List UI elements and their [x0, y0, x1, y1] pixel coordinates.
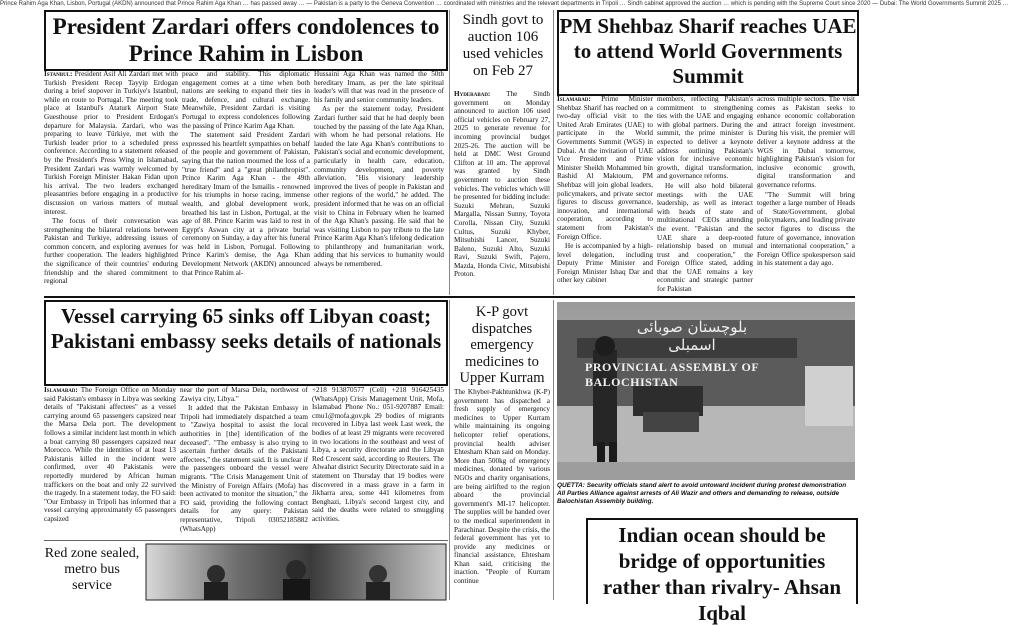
assembly-photo	[557, 302, 855, 480]
zardari-para: Hussaini Aga Khan was named the 50th hereditary Imam, as per the late spiritual leader's will that was read in the presence of his family and senior community leaders.	[314, 70, 444, 104]
column-rule	[449, 300, 450, 600]
libya-headline-text: Vessel carrying 65 sinks off Libyan coast; Pakistani embassy seeks details of nationals	[50, 304, 442, 353]
libya-headline	[44, 300, 448, 386]
assembly-sign-urdu: بلوچستان صوبائی اسمبلی	[636, 318, 748, 354]
libya-para: It added that the Pakistan Embassy in Tripoli had immediately dispatched a team to "Zawiya hospital to assist the local authorities in [the] identification of the deceased". "The embassy is also trying to ascertain further details of the Pakistani affectees," the statement said. It is unclear if the passengers onboard the vessel were migrants. "The Crisis Management Unit of the Ministry of Foreign Affairs (Mofa) has been activated to monitor the situation," the FO said, providing the following contact details for any query: Pakistan representative, Tripoli 03052185882 (WhatsApp)	[180, 404, 308, 533]
kp-headline-text: K-P govt dispatches emergency medicines to Upper Kurram	[459, 304, 545, 386]
pm-uae-col-2	[657, 95, 753, 295]
libya-para: +218 913870577 (Cell) +218 916425435 (WhatsApp) Crisis Management Unit, Mofa, Islamabad Phone No.: 051-9207887 Email: cmu1@mofa.gov.pk 29 bodies of migrants recovered in Libya last week Last week, the bodies of at least 29 migrants were recovered in two locations in the southeast and west of Libya, a security directorate and the Libyan Red Crescent said, according to Reuters. The Alwahat district Security Directorate said in a statement on Thursday that 19 bodies were discovered in a mass grave in a farm in Jikharra area, some 441 kilometres from Benghazi, Libya's second largest city, and said the deaths were related to smuggling activities.	[312, 386, 444, 523]
zardari-headline-text: President Zardari offers condolences to Prince Rahim in Lisbon	[52, 14, 440, 66]
libya-col-1	[44, 386, 176, 536]
zardari-para: The statement said President Zardari expressed his heartfelt sympathies on behalf of the people and government of Pakistan, saying that the nation mourned the loss of a "true friend" and a "great philanthropist". Prince Karim Aga Khan - the 49th hereditary Imam of the Ismailis - renowned for his triumphs in horse racing, immense wealth, and global development work, breathed his last in Lisbon, Portugal, at the age of 88. Prince Karim was laid to rest in Egypt's Aswan city at a private burial ceremony on Sunday, a day after his funeral was held in Lisbon, Portugal. Following Prince Karim's demise, the Aga Khan Development Network (AKDN) announced that Prince Rahim al-	[182, 131, 310, 277]
libya-para: near the port of Marsa Dela, northwest of Zawiya city, Libya."	[180, 386, 308, 403]
zardari-col-3	[314, 70, 444, 290]
libya-para: Islamabad: The Foreign Office on Monday said Pakistan's embassy in Libya was seeking details of "Pakistani affectees" as a vessel carrying around 65 passengers capsized near the Marsa Dela port. The development follows a similar incident last month in which a boat carrying 80 passengers capsized near Morocco. While the identities of at least 13 Pakistanis killed in the incident were confirmed, over 40 Pakistanis were reportedly murdered by African human traffickers on the boat and only 22 survived the tragedy. In a statement today, the FO said: "Our Embassy in Tripoli has informed that a vessel carrying approximately 65 passengers capsized	[44, 386, 176, 523]
column-rule	[449, 10, 450, 295]
ahsan-iqbal-headline-text: Indian ocean should be bridge of opportunities rather than rivalry- Ahsan Iqbal	[602, 523, 842, 625]
ahsan-iqbal-headline	[586, 518, 858, 625]
column-rule	[553, 300, 554, 600]
zardari-para: The focus of their conversation was strengthening the bilateral relations between Pakistan and Turkiye, addressing issues of common concern, and exploring avenues for further cooperation. The leaders highlighted the significance of their countries' enduring friendship and the shared commitment to regional	[44, 217, 178, 286]
pm-uae-para: Islamabad: Prime Minister Shehbaz Sharif has reached on a two-day official visit to the United Arab Emirates (UAE) to participate in the World Governments Summit (WGS) in Dubai. At the invitation of UAE Vice President and Prime Minister Sheikh Mohammed bin Rashid Al Maktoum, PM Shehbaz will join global leaders, policymakers, and private sector figures to discuss governance, innovation, and international cooperation, according to statement from Pakistan's Foreign Office.	[557, 95, 653, 241]
zardari-para: Istanbul: President Asif Ali Zardari met with Turkish President Recep Tayyip Erdogan during a brief stopover in Turkiye's Istanbul, while en route to Portugal. The meeting took place at Istanbul's Ataturk Airport State Guesthouse prior to President Erdogan's departure for Malaysia. Zardari, who was preparing to leave Türkiye, met with the Turkish leader prior to a scheduled press conference. According to a statement released by the President's Press Wing in Islamabad, President Zardari was warmly welcomed by Turkish Foreign Minister Hakan Fidan upon his arrival. The two leaders exchanged pleasantries before engaging in a productive discussion on various matters of mutual interest.	[44, 70, 178, 216]
assembly-sign-english: PROVINCIAL ASSEMBLY OF BALOCHISTAN	[585, 360, 759, 389]
sindh-headline	[454, 12, 552, 88]
pm-uae-para: across multiple sectors. The visit comes as Pakistan seeks to enhance economic collaboration and attract foreign investment. During his visit, the premier will deliver a keynote address at the WGS in Dubai tomorrow, highlighting Pakistan's vision for inclusive economic growth, digital transformation and governance reforms.	[757, 95, 855, 189]
pm-uae-para: He will also hold bilateral meetings with the UAE leadership, as well as interact with heads of state and multinational CEOs attending the event. "Pakistan and the UAE share a deep-rooted relationship based on mutual trust and cooperation," the Foreign Office stated, adding that the UAE remains a key economic and strategic partner for Pakistan	[657, 181, 753, 294]
zardari-para: As per the statement today, President Zardari further said that he had deeply been touched by the passing of the late Aga Khan, with whom he had personal relations. He lauded the late Aga Khan's contributions to Pakistan's social and economic development, particularly in health care, education, community development, and poverty alleviation. "His visionary leadership improved the lives of people in Pakistan and other regions of the world," he added. The president informed that he was on an official visit to China in February when he learned of the Aga Khan's passing. He said that he was visiting Lisbon to pay tribute to the late Prince Karim Aga Khan's lifelong dedication to philanthropy and humanitarian work, adding that his services to humanity would always be remembered.	[314, 105, 444, 269]
zardari-col-2	[182, 70, 310, 290]
libya-col-3	[312, 386, 444, 536]
sindh-para: Hyderabad: The Sindh government on Monday announced to auction 106 used official vehicles on February 27, 2025 to generate revenue for incoming provincial budget 2025-26. The auction will be held at DMC West Ground Clifton at 10 am. The approval was granted by Sindh government to auction these vehicles. The vehicles which will be presented for bidding include: Suzuki Mehran, Suzuki Margalla, Nissan Sunny, Toyota Corolla, Nissan City, Suzuki Cultus, Suzuki Khyber, Mitsubishi Lancer, Suzuki Baleno, Suzuki Alto, Suzuki Ravi, Suzuki Swift, Pajero, Mazda, Honda Civic, Mitsubishi Proton.	[454, 90, 550, 279]
top-strip: Prince Rahim Aga Khan, Lisbon, Portugal (AKDN) announced that Prince Rahim Aga Khan … has passed away … — Pakistan is a party to the Geneva Convention … coordinated with ministries and the relevant departments in Tripoli … Sindh cabinet approved the auction … which is pending with the Supreme Court since 2020 — Dubai: The World Governments Summit 2025 …	[0, 1, 1009, 7]
zardari-col-1	[44, 70, 178, 290]
red-zone-headline-text: Red zone sealed, metro bus service	[44, 546, 140, 593]
dateline: Islamabad:	[44, 386, 78, 394]
section-rule	[44, 296, 855, 298]
libya-col-2	[180, 386, 308, 536]
assembly-photo-caption: QUETTA: Security officials stand alert to avoid untoward incident during protest demonstration All Parties Alliance against arrests of Ali Wazir and others and demanding to release, outside Balochistan Assembly building.	[557, 482, 847, 505]
kp-body	[454, 388, 550, 600]
sindh-body	[454, 90, 550, 290]
zardari-para: peace and stability. This diplomatic engagement comes at a time when both nations are seeking to expand their ties in trade, defence, and cultural exchange. Meanwhile, President Zardari is visiting Portugal to express condolences following the passing of Prince Karim Aga Khan.	[182, 70, 310, 130]
red-zone-headline	[44, 546, 140, 600]
pm-uae-para: "The Summit will bring together a large number of Heads of State/Government, global policymakers, and leading private sector figures to discuss the future of governance, innovation and international cooperation," a Foreign Office spokesperson said in his statement a day ago.	[757, 190, 855, 268]
column-rule	[553, 10, 554, 295]
meeting-photo	[146, 544, 446, 600]
section-rule	[44, 540, 448, 541]
kp-headline	[454, 304, 550, 384]
dateline: Istanbul:	[44, 70, 73, 78]
pm-uae-headline-text: PM Shehbaz Sharif reaches UAE to attend World Governments Summit	[559, 14, 857, 88]
dateline: Islamabad:	[557, 95, 591, 103]
dateline: Hyderabad:	[454, 90, 491, 98]
kp-para: The Khyber-Pakhtunkhwa (K-P) government has dispatched a fresh supply of emergency medicines to Upper Kurram while maintaining its ongoing helicopter relief operations, provincial health adviser Ehtesham Khan said on Monday. More than 500kg of emergency medicines, donated by various NGOs and charity organisations, are being airlifted to the region aboard the provincial government's MI-17 helicopter. The supplies will be handed over to the medical superintendent in Parachinar. Despite the crisis, the federal government has yet to provide any medicines or financial assistance, Ehtesham Khan said, criticising the inaction. "People of Kurram continue	[454, 388, 550, 586]
pm-uae-col-3	[757, 95, 855, 295]
sindh-headline-text: Sindh govt to auction 106 used vehicles on Feb 27	[462, 12, 544, 79]
zardari-headline	[44, 10, 448, 71]
meeting-photo-art	[146, 544, 446, 600]
pm-uae-para: members, reflecting Pakistan's commitment to strengthening ties with the UAE and engaging with global partners. During the summit, the prime minister is expected to deliver a keynote address outlining Pakistan's vision for inclusive economic growth, digital transformation, and governance reforms.	[657, 95, 753, 181]
pm-uae-headline	[557, 10, 859, 96]
pm-uae-col-1	[557, 95, 653, 295]
pm-uae-para: He is accompanied by a high-level delegation, including Deputy Prime Minister and Foreign Minister Ishaq Dar and other key cabinet	[557, 242, 653, 285]
